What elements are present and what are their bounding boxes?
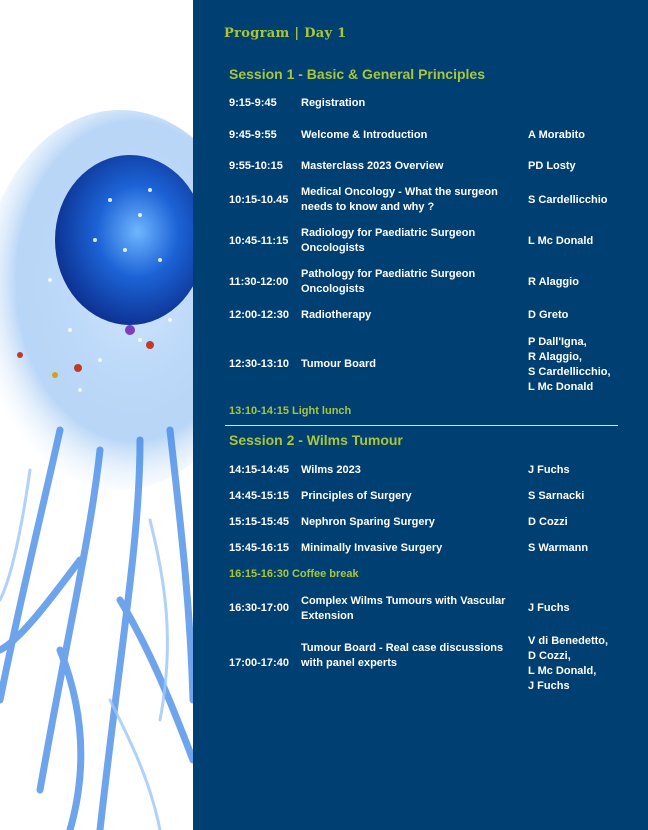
section-divider — [225, 425, 618, 426]
row-time: 9:45-9:55 — [229, 129, 277, 141]
row-time: 15:15-15:45 — [229, 516, 289, 528]
row-speaker: A Morabito — [528, 129, 586, 141]
row-time: 11:30-12:00 — [229, 276, 289, 288]
row-speaker: P Dall'Igna, R Alaggio, S Cardellicchio, L Mc Donald — [528, 336, 611, 393]
row-speaker: V di Benedetto, D Cozzi, L Mc Donald, J Fuchs — [528, 635, 609, 692]
program-title: Program | Day 1 — [224, 26, 347, 41]
program-panel — [193, 0, 648, 830]
row-time: 10:45-11:15 — [229, 235, 289, 247]
cancer-cell-illustration-icon — [0, 0, 193, 830]
row-time: 17:00-17:40 — [229, 657, 289, 669]
row-title: Pathology for Paediatric Surgeon Oncologists — [301, 268, 476, 295]
row-speaker: D Cozzi — [528, 516, 568, 528]
row-speaker: J Fuchs — [528, 602, 570, 614]
row-time: 16:30-17:00 — [229, 602, 289, 614]
row-speaker: D Greto — [528, 309, 569, 321]
session-2-title: Session 2 - Wilms Tumour — [229, 432, 403, 448]
row-title: Tumour Board - Real case discussions with panel experts — [301, 642, 504, 669]
row-title: Wilms 2023 — [301, 464, 361, 476]
row-title: Welcome & Introduction — [301, 129, 428, 141]
row-speaker: PD Losty — [528, 160, 576, 172]
row-time: 9:55-10:15 — [229, 160, 283, 172]
row-speaker: S Sarnacki — [528, 490, 585, 502]
row-title: Nephron Sparing Surgery — [301, 516, 435, 528]
row-title: Tumour Board — [301, 358, 376, 370]
break-coffee: 16:15-16:30 Coffee break — [229, 568, 359, 580]
row-speaker: L Mc Donald — [528, 235, 594, 247]
row-speaker: J Fuchs — [528, 464, 570, 476]
row-time: 9:15-9:45 — [229, 97, 277, 109]
row-title: Radiology for Paediatric Surgeon Oncologists — [301, 227, 476, 254]
row-title: Minimally Invasive Surgery — [301, 542, 443, 554]
row-title: Medical Oncology - What the surgeon needs to know and why ? — [301, 186, 498, 213]
row-time: 14:45-15:15 — [229, 490, 289, 502]
row-time: 15:45-16:15 — [229, 542, 289, 554]
row-time: 10:15-10.45 — [229, 194, 289, 206]
row-title: Complex Wilms Tumours with Vascular Extension — [301, 595, 506, 622]
cell-illustration — [0, 0, 193, 830]
row-time: 14:15-14:45 — [229, 464, 289, 476]
row-time: 12:30-13:10 — [229, 358, 289, 370]
row-title: Radiotherapy — [301, 309, 372, 321]
row-title: Registration — [301, 97, 366, 109]
row-title: Principles of Surgery — [301, 490, 412, 502]
row-speaker: S Warmann — [528, 542, 589, 554]
break-lunch: 13:10-14:15 Light lunch — [229, 405, 352, 417]
row-speaker: R Alaggio — [528, 276, 579, 288]
row-title: Masterclass 2023 Overview — [301, 160, 444, 172]
row-time: 12:00-12:30 — [229, 309, 289, 321]
row-speaker: S Cardellicchio — [528, 194, 608, 206]
session-1-title: Session 1 - Basic & General Principles — [229, 66, 485, 82]
